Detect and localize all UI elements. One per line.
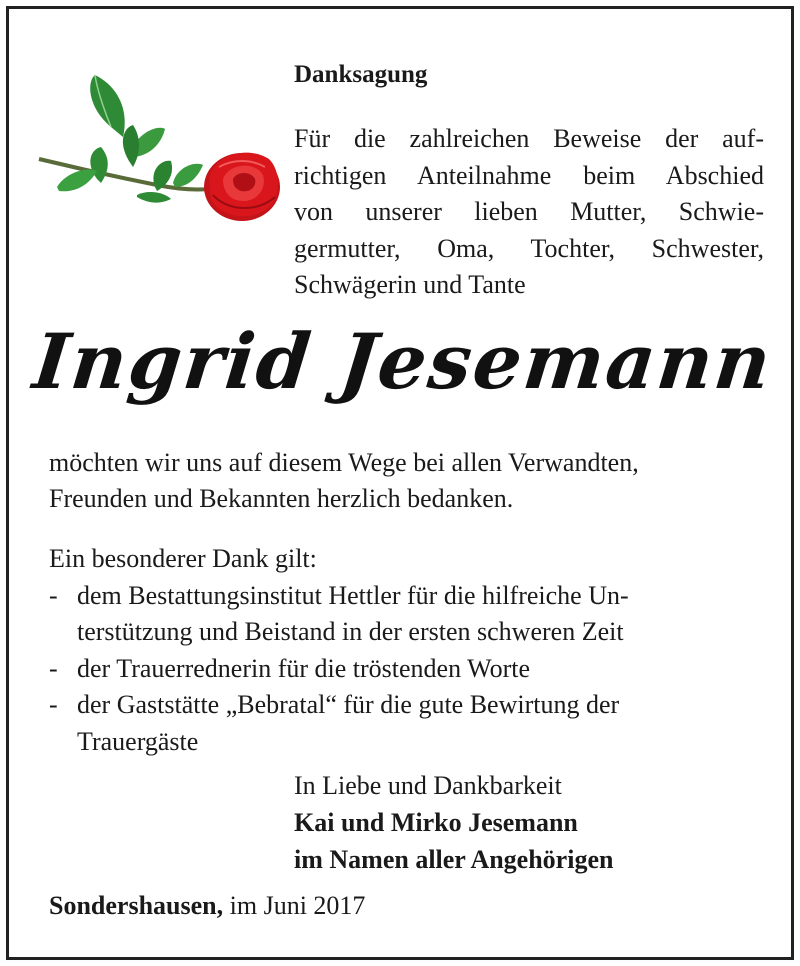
thanks-item bbox=[49, 578, 761, 651]
signature-names: Kai und Mirko Jesemann bbox=[294, 808, 578, 837]
body-paragraph bbox=[49, 445, 761, 517]
thanks-item-line: der Gaststätte „Bebratal“ für die gute Bewirtung der bbox=[77, 690, 620, 719]
place-date bbox=[49, 891, 365, 921]
thanks-item-line: terstützung und Beistand in der ersten schweren Zeit bbox=[77, 617, 624, 646]
thanks-item-line: der Trauerrednerin für die tröstenden Worte bbox=[77, 653, 531, 683]
thanks-item bbox=[49, 651, 761, 688]
heading: Danksagung bbox=[294, 61, 428, 88]
intro-line: richtigen Anteilnahme beim Abschied bbox=[294, 160, 764, 190]
red-rose-icon bbox=[37, 67, 287, 227]
dash-bullet: - bbox=[49, 653, 58, 683]
thanks-item-line: dem Bestattungsinstitut Hettler für die hilfreiche Un- bbox=[77, 580, 629, 610]
date: im Juni 2017 bbox=[223, 891, 366, 920]
intro-line: Für die zahlreichen Beweise der auf- bbox=[294, 124, 764, 153]
thanks-intro: Ein besonderer Dank gilt: bbox=[49, 544, 317, 573]
body-line: möchten wir uns auf diesem Wege bei allen Verwandten, bbox=[49, 448, 639, 477]
intro-line: germutter, Oma, Tochter, Schwester, bbox=[294, 233, 764, 263]
dash-bullet: - bbox=[49, 690, 58, 719]
thanks-item-line: Trauergäste bbox=[77, 726, 199, 756]
signature-block bbox=[294, 767, 613, 878]
intro-line: Schwägerin und Tante bbox=[294, 270, 526, 299]
deceased-name: Ingrid Jesemann bbox=[29, 317, 777, 406]
signature-line: im Namen aller Angehörigen bbox=[294, 845, 614, 874]
obituary-card bbox=[6, 6, 794, 960]
intro-line: von unserer lieben Mutter, Schwie- bbox=[294, 197, 764, 226]
signature-line: In Liebe und Dankbarkeit bbox=[294, 771, 562, 800]
place: Sondershausen, bbox=[49, 891, 224, 920]
thanks-item bbox=[49, 687, 761, 760]
body-line: Freunden und Bekannten herzlich bedanken. bbox=[49, 484, 514, 513]
thanks-section bbox=[49, 541, 761, 760]
intro-paragraph bbox=[294, 121, 764, 304]
dash-bullet: - bbox=[49, 580, 58, 610]
